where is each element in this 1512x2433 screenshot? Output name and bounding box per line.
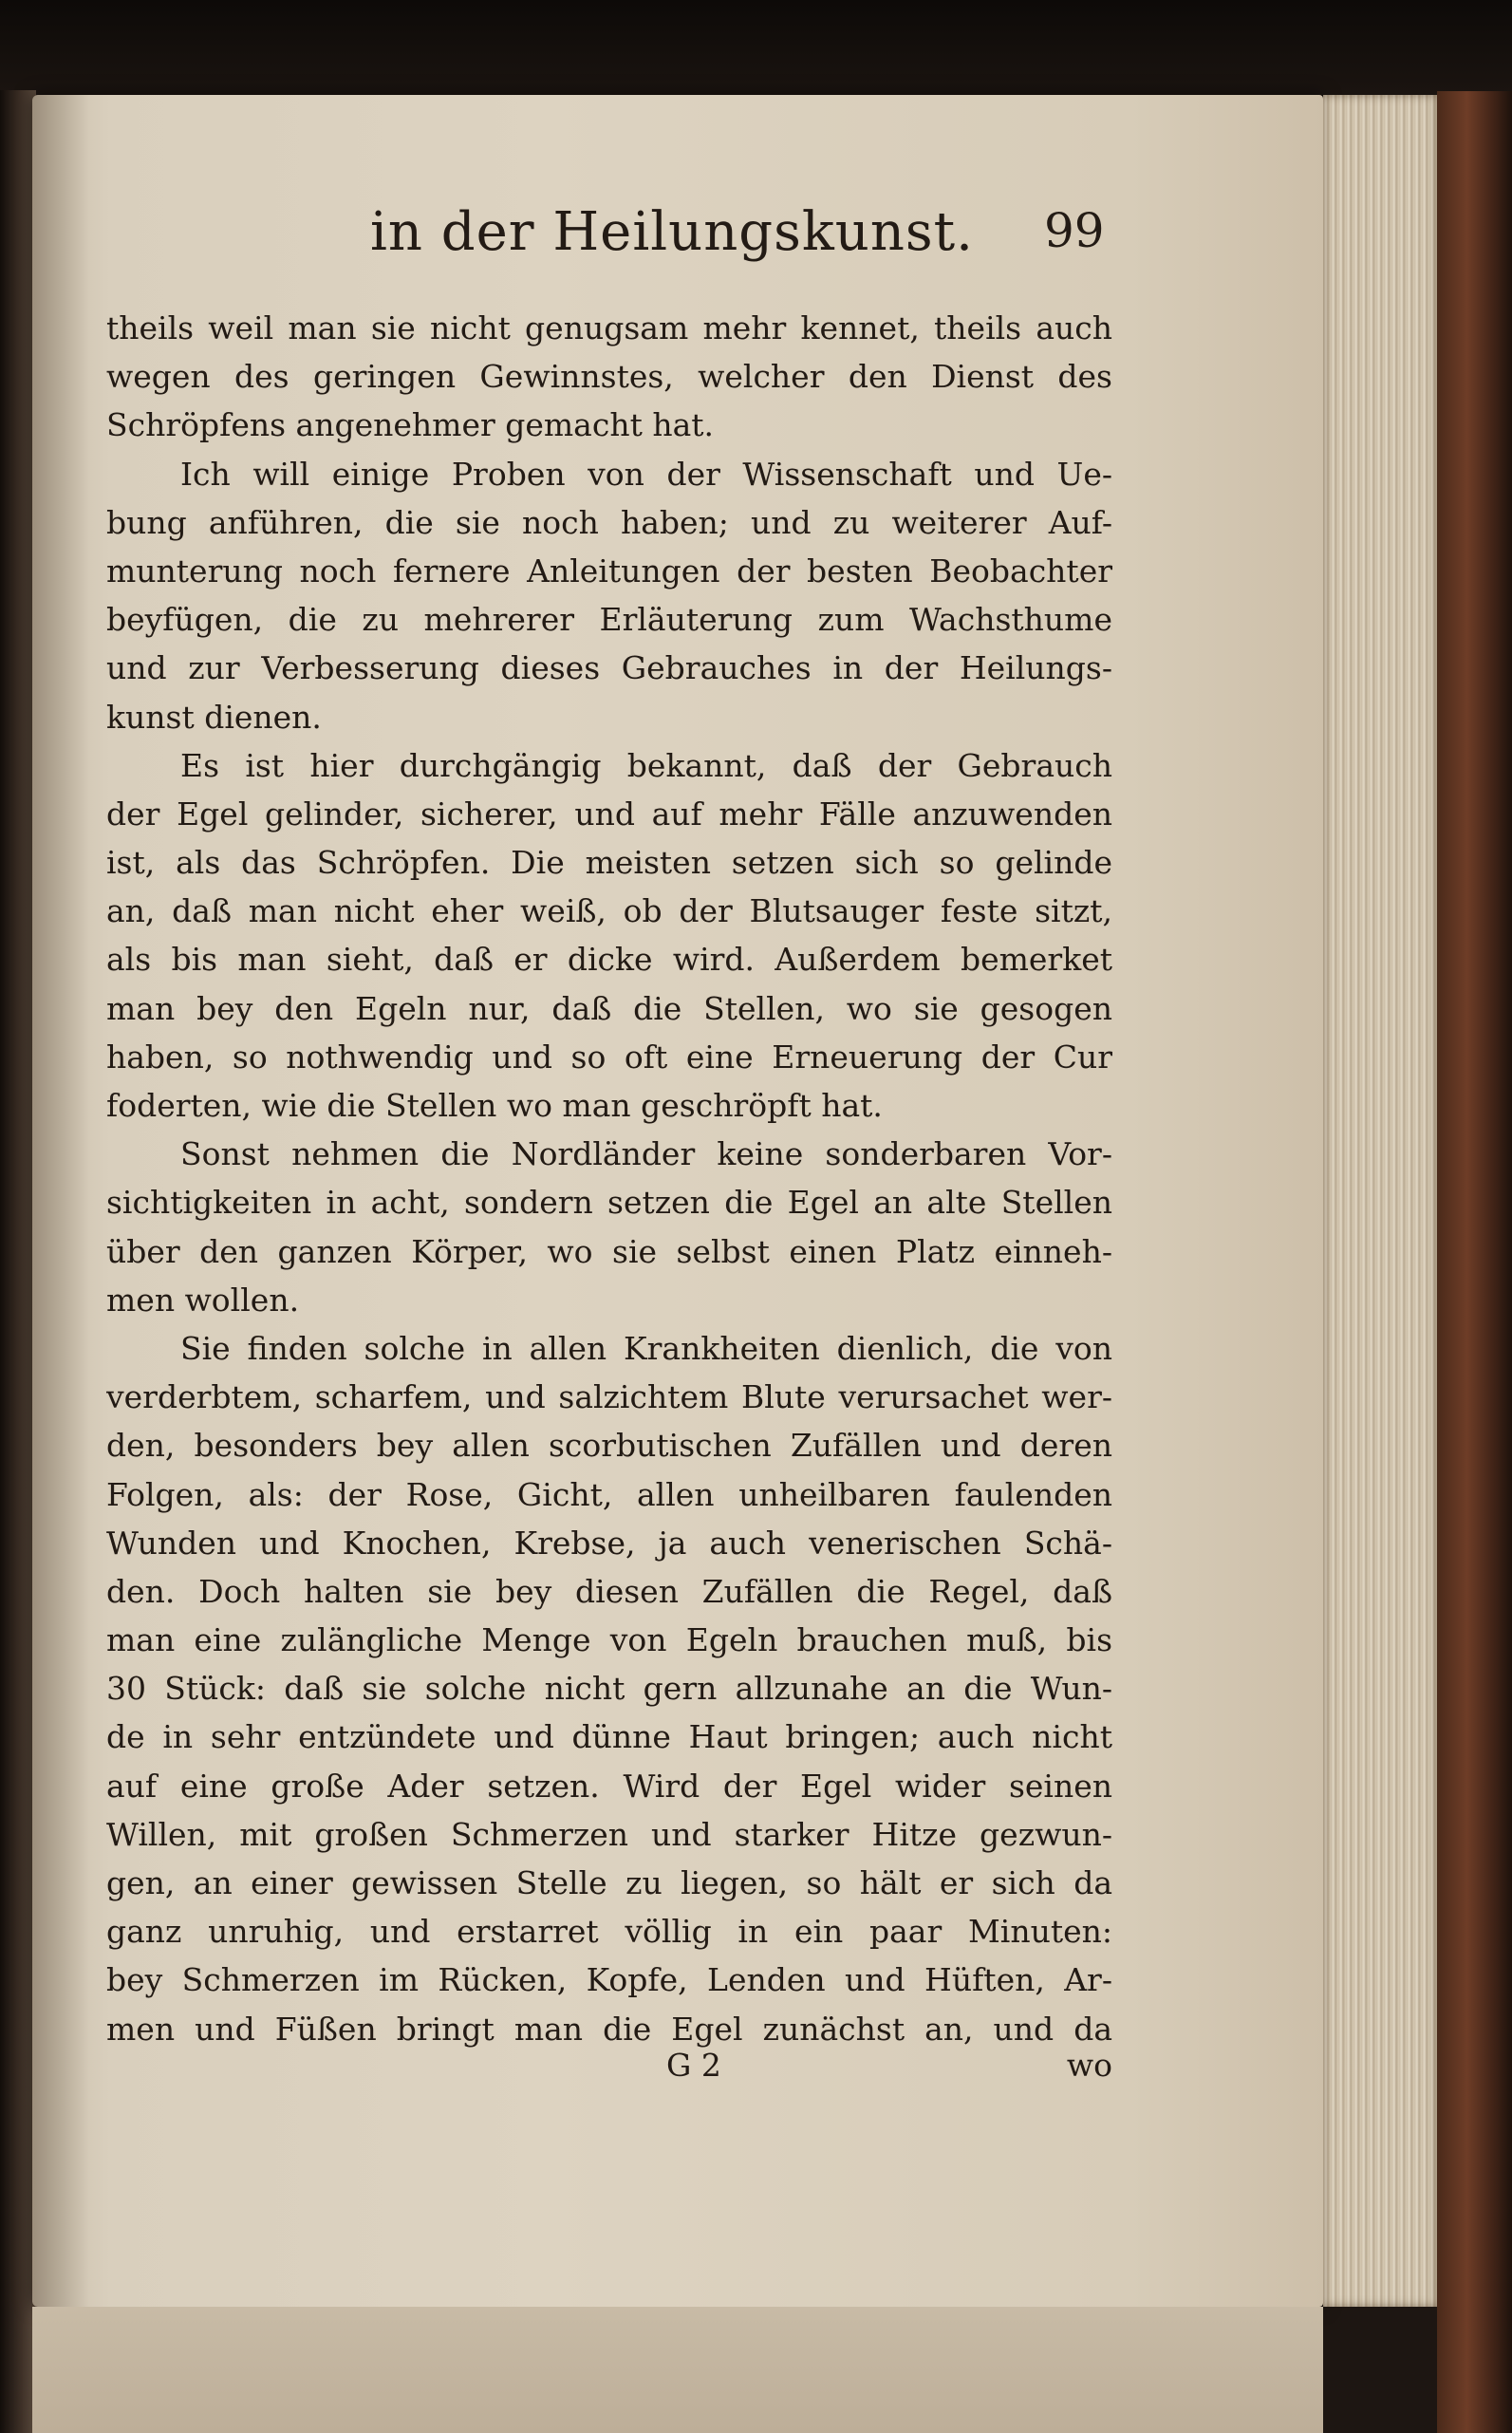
text-line: ganz unruhig, und erstarret völlig in ein paar Minuten:	[106, 1913, 1112, 1951]
text-line: über den ganzen Körper, wo sie selbst einen Platz einneh-	[106, 1232, 1112, 1270]
text-line: auf eine große Ader setzen. Wird der Egel wider seinen	[106, 1767, 1112, 1805]
text-line: Sonst nehmen die Nordländer keine sonderbaren Vor-	[180, 1135, 1112, 1173]
page-number: 99	[1044, 203, 1105, 258]
text-line: Willen, mit großen Schmerzen und starker Hitze gezwun-	[106, 1815, 1112, 1853]
text-line: man eine zulängliche Menge von Egeln brauchen muß, bis	[106, 1621, 1112, 1659]
text-line: an, daß man nicht eher weiß, ob der Blutsauger feste sitzt,	[106, 892, 1112, 930]
page-header	[0, 201, 1512, 268]
text-line: 30 Stück: daß sie solche nicht gern allzunahe an die Wun-	[106, 1670, 1112, 1708]
text-line: theils weil man sie nicht genugsam mehr kennet, theils auch	[106, 309, 1112, 346]
text-line: foderten, wie die Stellen wo man geschröpft hat.	[106, 1087, 883, 1124]
text-line: sichtigkeiten in acht, sondern setzen die Egel an alte Stellen	[106, 1184, 1112, 1222]
text-line: der Egel gelinder, sicherer, und auf mehr Fälle anzuwenden	[106, 795, 1112, 833]
text-line: den, besonders bey allen scorbutischen Zufällen und deren	[106, 1427, 1112, 1465]
text-line: ist, als das Schröpfen. Die meisten setzen sich so gelinde	[106, 844, 1112, 882]
text-line: kunst dienen.	[106, 698, 322, 736]
text-line: haben, so nothwendig und so oft eine Erneuerung der Cur	[106, 1038, 1112, 1076]
text-line: Schröpfens angenehmer gemacht hat.	[106, 406, 715, 444]
text-line: wegen des geringen Gewinnstes, welcher den Dienst des	[106, 358, 1112, 396]
book-cover-edge	[1437, 91, 1512, 2433]
text-line: men und Füßen bringt man die Egel zunächst an, und da	[106, 2010, 1112, 2048]
text-line: gen, an einer gewissen Stelle zu liegen, so hält er sich da	[106, 1864, 1112, 1901]
text-line: beyfügen, die zu mehrerer Erläuterung zum Wachsthume	[106, 601, 1112, 639]
text-line: man bey den Egeln nur, daß die Stellen, wo sie gesogen	[106, 989, 1112, 1027]
scan-background-top	[0, 0, 1512, 106]
text-line: verderbtem, scharfem, und salzichtem Blute verursachet wer-	[106, 1378, 1112, 1416]
text-line: Folgen, als: der Rose, Gicht, allen unheilbaren faulenden	[106, 1475, 1112, 1513]
text-line: Wunden und Knochen, Krebse, ja auch venerischen Schä-	[106, 1524, 1112, 1562]
gutter-shadow	[32, 95, 89, 2307]
book-page-bottom	[32, 2307, 1323, 2433]
running-head: in der Heilungskunst.	[370, 201, 974, 263]
signature-mark: G 2	[666, 2047, 721, 2084]
text-line: Es ist hier durchgängig bekannt, daß der Gebrauch	[180, 746, 1112, 784]
text-line: als bis man sieht, daß er dicke wird. Außerdem bemerket	[106, 941, 1112, 979]
text-line: bung anführen, die sie noch haben; und zu weiterer Auf-	[106, 503, 1112, 541]
text-line: men wollen.	[106, 1281, 300, 1319]
page-edges	[1323, 95, 1437, 2307]
page-footer	[106, 2047, 1112, 2094]
text-line: munterung noch fernere Anleitungen der besten Beobachter	[106, 552, 1112, 590]
text-line: bey Schmerzen im Rücken, Kopfe, Lenden und Hüften, Ar-	[106, 1961, 1112, 1999]
text-line: und zur Verbesserung dieses Gebrauches in der Heilungs-	[106, 649, 1112, 687]
text-line: Sie finden solche in allen Krankheiten dienlich, die von	[180, 1329, 1112, 1367]
facing-page-edge	[0, 90, 36, 2433]
text-line: de in sehr entzündete und dünne Haut bringen; auch nicht	[106, 1718, 1112, 1756]
body-text	[106, 304, 1112, 2053]
text-line: Ich will einige Proben von der Wissenschaft und Ue-	[180, 455, 1112, 493]
catchword: wo	[1066, 2047, 1112, 2084]
text-line: den. Doch halten sie bey diesen Zufällen die Regel, daß	[106, 1572, 1112, 1610]
